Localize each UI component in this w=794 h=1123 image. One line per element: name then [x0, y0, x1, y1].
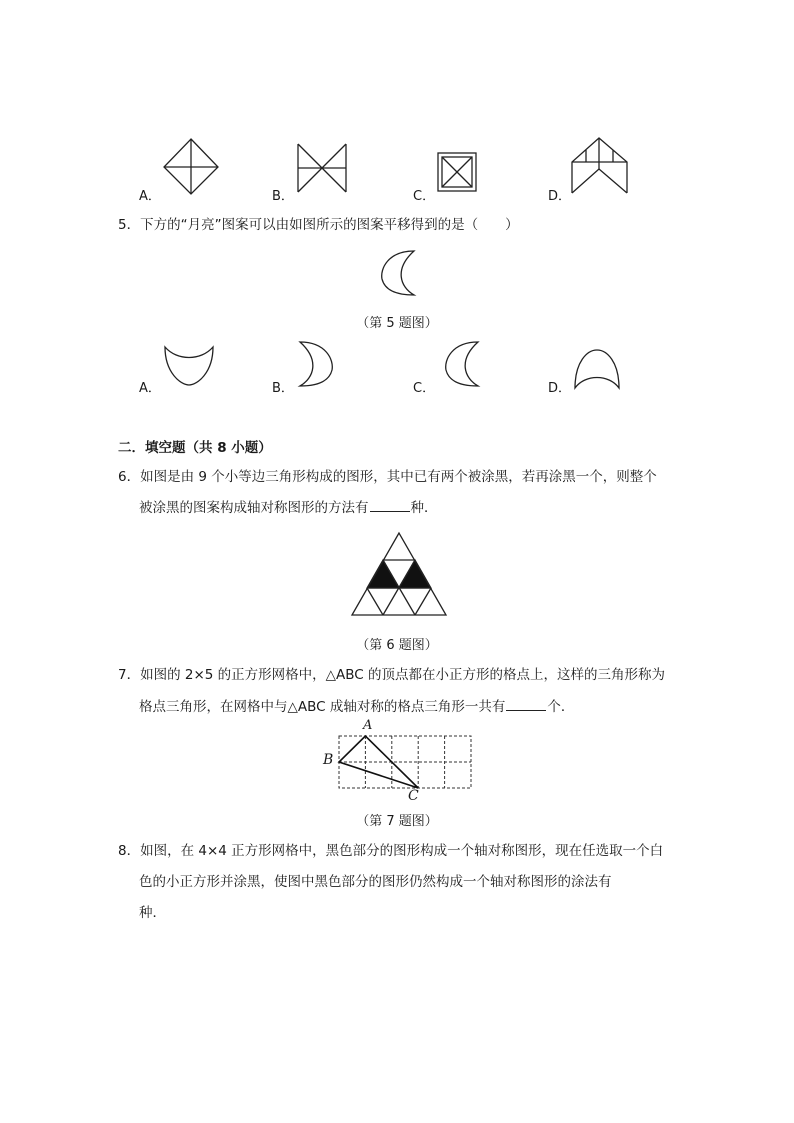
q8-line1: 8．如图，在 4×4 正方形网格中，黑色部分的图形构成一个轴对称图形，现在任选取一个白	[118, 843, 664, 859]
q5-moon-figure	[378, 249, 416, 297]
q5-option-b-label: B．	[272, 381, 294, 396]
q5-option-d-label: D．	[548, 381, 572, 396]
q5-option-a-figure	[163, 345, 215, 387]
q7-line1: 7．如图的 2×5 的正方形网格中，△ABC 的顶点都在小正方形的格点上，这样的三角形称为	[118, 667, 666, 683]
q4-option-c-label: C．	[413, 189, 436, 204]
q6-triangle-figure	[351, 532, 447, 616]
q7-label-b: B	[323, 752, 334, 768]
q7-label-a: A	[363, 718, 373, 733]
q5-text: 5．下方的“月亮”图案可以由如图所示的图案平移得到的是（ ）	[118, 217, 519, 233]
q4-option-b-figure	[296, 142, 348, 194]
q4-option-a-label: A．	[139, 189, 161, 204]
q6-line2	[139, 497, 438, 519]
q7-line2	[139, 696, 574, 718]
q5-caption: （第 5 题图）	[356, 316, 438, 331]
q4-option-c-figure	[437, 152, 477, 192]
q7-answer-blank[interactable]	[506, 698, 546, 711]
q7-line2-text: 格点三角形，在网格中与△ABC 成轴对称的格点三角形一共有	[139, 699, 506, 715]
q4-option-b-label: B．	[272, 189, 294, 204]
q4-option-a-figure	[162, 138, 220, 196]
q7-label-c: C	[408, 788, 419, 804]
q6-line2-text: 被涂黑的图案构成轴对称图形的方法有	[139, 500, 369, 516]
q8-line3: 种．	[139, 905, 166, 921]
q5-option-b-figure	[298, 340, 338, 388]
q4-option-d-label: D．	[548, 189, 572, 204]
q5-option-c-figure	[440, 340, 480, 388]
q7-grid-figure	[338, 735, 473, 789]
q5-option-a-label: A．	[139, 381, 161, 396]
q6-line2-end: 种．	[410, 500, 438, 516]
q4-option-d-figure	[570, 137, 630, 195]
q7-caption: （第 7 题图）	[356, 814, 438, 829]
section-title: 二．填空题（共 8 小题）	[118, 440, 272, 456]
q5-option-d-figure	[573, 348, 621, 390]
q7-line2-end: 个．	[547, 699, 575, 715]
q6-line1: 6．如图是由 9 个小等边三角形构成的图形，其中已有两个被涂黑，若再涂黑一个，则整个	[118, 469, 657, 485]
q5-option-c-label: C．	[413, 381, 436, 396]
q8-line2: 色的小正方形并涂黑，使图中黑色部分的图形仍然构成一个轴对称图形的涂法有	[139, 874, 612, 890]
q6-answer-blank[interactable]	[370, 499, 410, 512]
q6-caption: （第 6 题图）	[356, 638, 438, 653]
